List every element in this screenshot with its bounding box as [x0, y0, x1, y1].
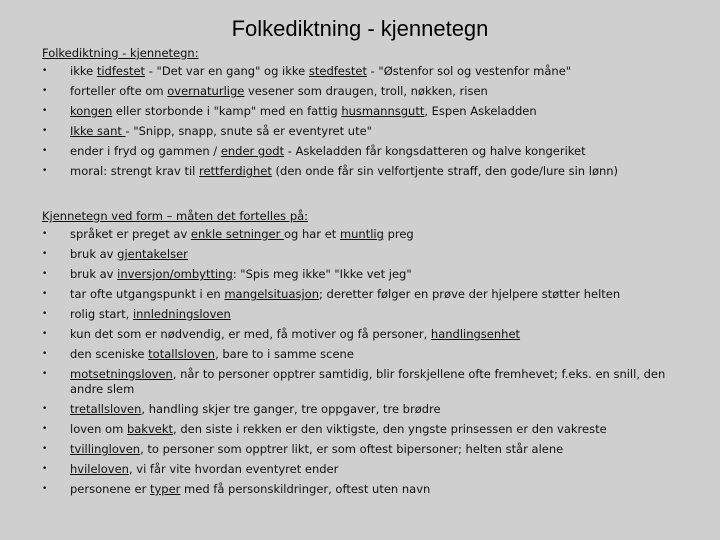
underlined-term: bakvekt	[126, 422, 174, 436]
text-segment: loven om	[70, 422, 127, 436]
text-segment: med få personskildringer, oftest uten navn	[180, 482, 431, 496]
text-segment: ikke	[70, 64, 97, 78]
underlined-term: stedfestet	[308, 64, 367, 78]
list-item	[42, 81, 702, 101]
section-heading: Folkediktning - kjennetegn:	[42, 46, 199, 60]
list-item	[42, 419, 702, 439]
list-item	[42, 344, 702, 364]
slide-title: Folkediktning - kjennetegn	[231, 16, 489, 41]
text-segment: , bare to i samme scene	[215, 347, 354, 361]
text-segment: personene er	[70, 482, 150, 496]
underlined-term: tidfestet	[96, 64, 146, 78]
list-item	[42, 61, 702, 81]
list-item	[42, 121, 702, 141]
underlined-term: handlingsenhet	[430, 327, 521, 341]
bullet-icon: •	[42, 146, 48, 156]
text-segment: - "Det var en gang" og ikke	[145, 64, 309, 78]
text-segment: , vi får vite hvordan eventyret ender	[128, 462, 339, 476]
list-item	[42, 364, 702, 399]
text-segment: kun det som er nødvendig, er med, få motiver og få personer,	[70, 327, 431, 341]
bullet-icon: •	[42, 329, 48, 339]
underlined-term: typer	[149, 482, 181, 496]
list-item	[42, 284, 702, 304]
bullet-icon: •	[42, 229, 48, 239]
bullet-icon: •	[42, 249, 48, 259]
list-item	[42, 141, 702, 161]
bullet-icon: •	[42, 66, 48, 76]
bullet-icon: •	[42, 369, 48, 379]
underlined-term: gjentakelser	[117, 247, 188, 261]
text-segment: , Espen Askeladden	[424, 104, 537, 118]
bullet-icon: •	[42, 269, 48, 279]
underlined-term: muntlig	[339, 227, 384, 241]
bullet-icon: •	[42, 289, 48, 299]
underlined-term: totallsloven	[148, 347, 216, 361]
bullet-icon: •	[42, 166, 48, 176]
list-item	[42, 224, 702, 244]
text-segment: - "Snipp, snapp, snute så er eventyret ute"	[125, 124, 372, 138]
underlined-term: husmannsgutt	[341, 104, 425, 118]
bullet-icon: •	[42, 484, 48, 494]
underlined-term: tvillingloven	[70, 442, 141, 456]
text-segment: tar ofte utgangspunkt i en	[70, 287, 225, 301]
text-segment: , handling skjer tre ganger, tre oppgaver, tre brødre	[141, 402, 441, 416]
text-segment: (den onde får sin velfortjente straff, den gode/lure sin lønn)	[271, 164, 619, 178]
text-segment: - "Østenfor sol og vestenfor måne"	[366, 64, 572, 78]
list-item	[42, 479, 702, 499]
bullet-list	[42, 61, 702, 181]
text-segment: , når to personer opptrer samtidig, blir forskjellene ofte fremhevet; f.eks. en snill, den andre slem	[70, 367, 666, 396]
underlined-term: innledningsloven	[132, 307, 231, 321]
bullet-icon: •	[42, 126, 48, 136]
bullet-icon: •	[42, 86, 48, 96]
list-item	[42, 459, 702, 479]
underlined-term: ender godt	[220, 144, 285, 158]
underlined-term: motsetningsloven	[70, 367, 173, 381]
text-segment: ender i fryd og gammen /	[70, 144, 221, 158]
bullet-icon: •	[42, 444, 48, 454]
underlined-term: hvileloven	[70, 462, 129, 476]
list-item	[42, 101, 702, 121]
text-segment: bruk av	[70, 267, 118, 281]
list-item	[42, 439, 702, 459]
list-item	[42, 399, 702, 419]
bullet-icon: •	[42, 464, 48, 474]
underlined-term: Ikke sant	[70, 124, 126, 138]
section-heading: Kjennetegn ved form – måten det fortelles på:	[42, 209, 309, 223]
text-segment: ; deretter følger en prøve der hjelpere støtter helten	[319, 287, 621, 301]
text-segment: rolig start,	[70, 307, 133, 321]
underlined-term: kongen	[70, 104, 113, 118]
bullet-icon: •	[42, 349, 48, 359]
text-segment: , den siste i rekken er den viktigste, den yngste prinsessen er den vakreste	[173, 422, 607, 436]
bullet-list	[42, 224, 702, 499]
list-item	[42, 244, 702, 264]
underlined-term: rettferdighet	[199, 164, 272, 178]
text-segment: den sceniske	[70, 347, 149, 361]
text-segment: eller storbonde i "kamp" med en fattig	[112, 104, 342, 118]
section-form-features	[42, 208, 702, 499]
bullet-icon: •	[42, 309, 48, 319]
list-item	[42, 264, 702, 284]
underlined-term: inversjon/ombytting	[117, 267, 233, 281]
text-segment: og har et	[283, 227, 340, 241]
underlined-term: mangelsituasjon	[224, 287, 320, 301]
text-segment: vesener som draugen, troll, nøkken, risen	[244, 84, 488, 98]
list-item	[42, 324, 702, 344]
list-item	[42, 304, 702, 324]
underlined-term: overnaturlige	[167, 84, 245, 98]
text-segment: bruk av	[70, 247, 118, 261]
bullet-icon: •	[42, 404, 48, 414]
text-segment: moral: strengt krav til	[70, 164, 199, 178]
section-content-features	[42, 45, 702, 181]
bullet-icon: •	[42, 106, 48, 116]
text-segment: : "Spis meg ikke" "Ikke vet jeg"	[232, 267, 412, 281]
underlined-term: tretallsloven	[70, 402, 142, 416]
text-segment: språket er preget av	[70, 227, 191, 241]
bullet-icon: •	[42, 424, 48, 434]
text-segment: forteller ofte om	[70, 84, 168, 98]
text-segment: preg	[383, 227, 414, 241]
underlined-term: enkle setninger	[190, 227, 284, 241]
text-segment: , to personer som opptrer likt, er som oftest bipersoner; helten står alene	[140, 442, 564, 456]
list-item	[42, 161, 702, 181]
text-segment: - Askeladden får kongsdatteren og halve kongeriket	[284, 144, 586, 158]
